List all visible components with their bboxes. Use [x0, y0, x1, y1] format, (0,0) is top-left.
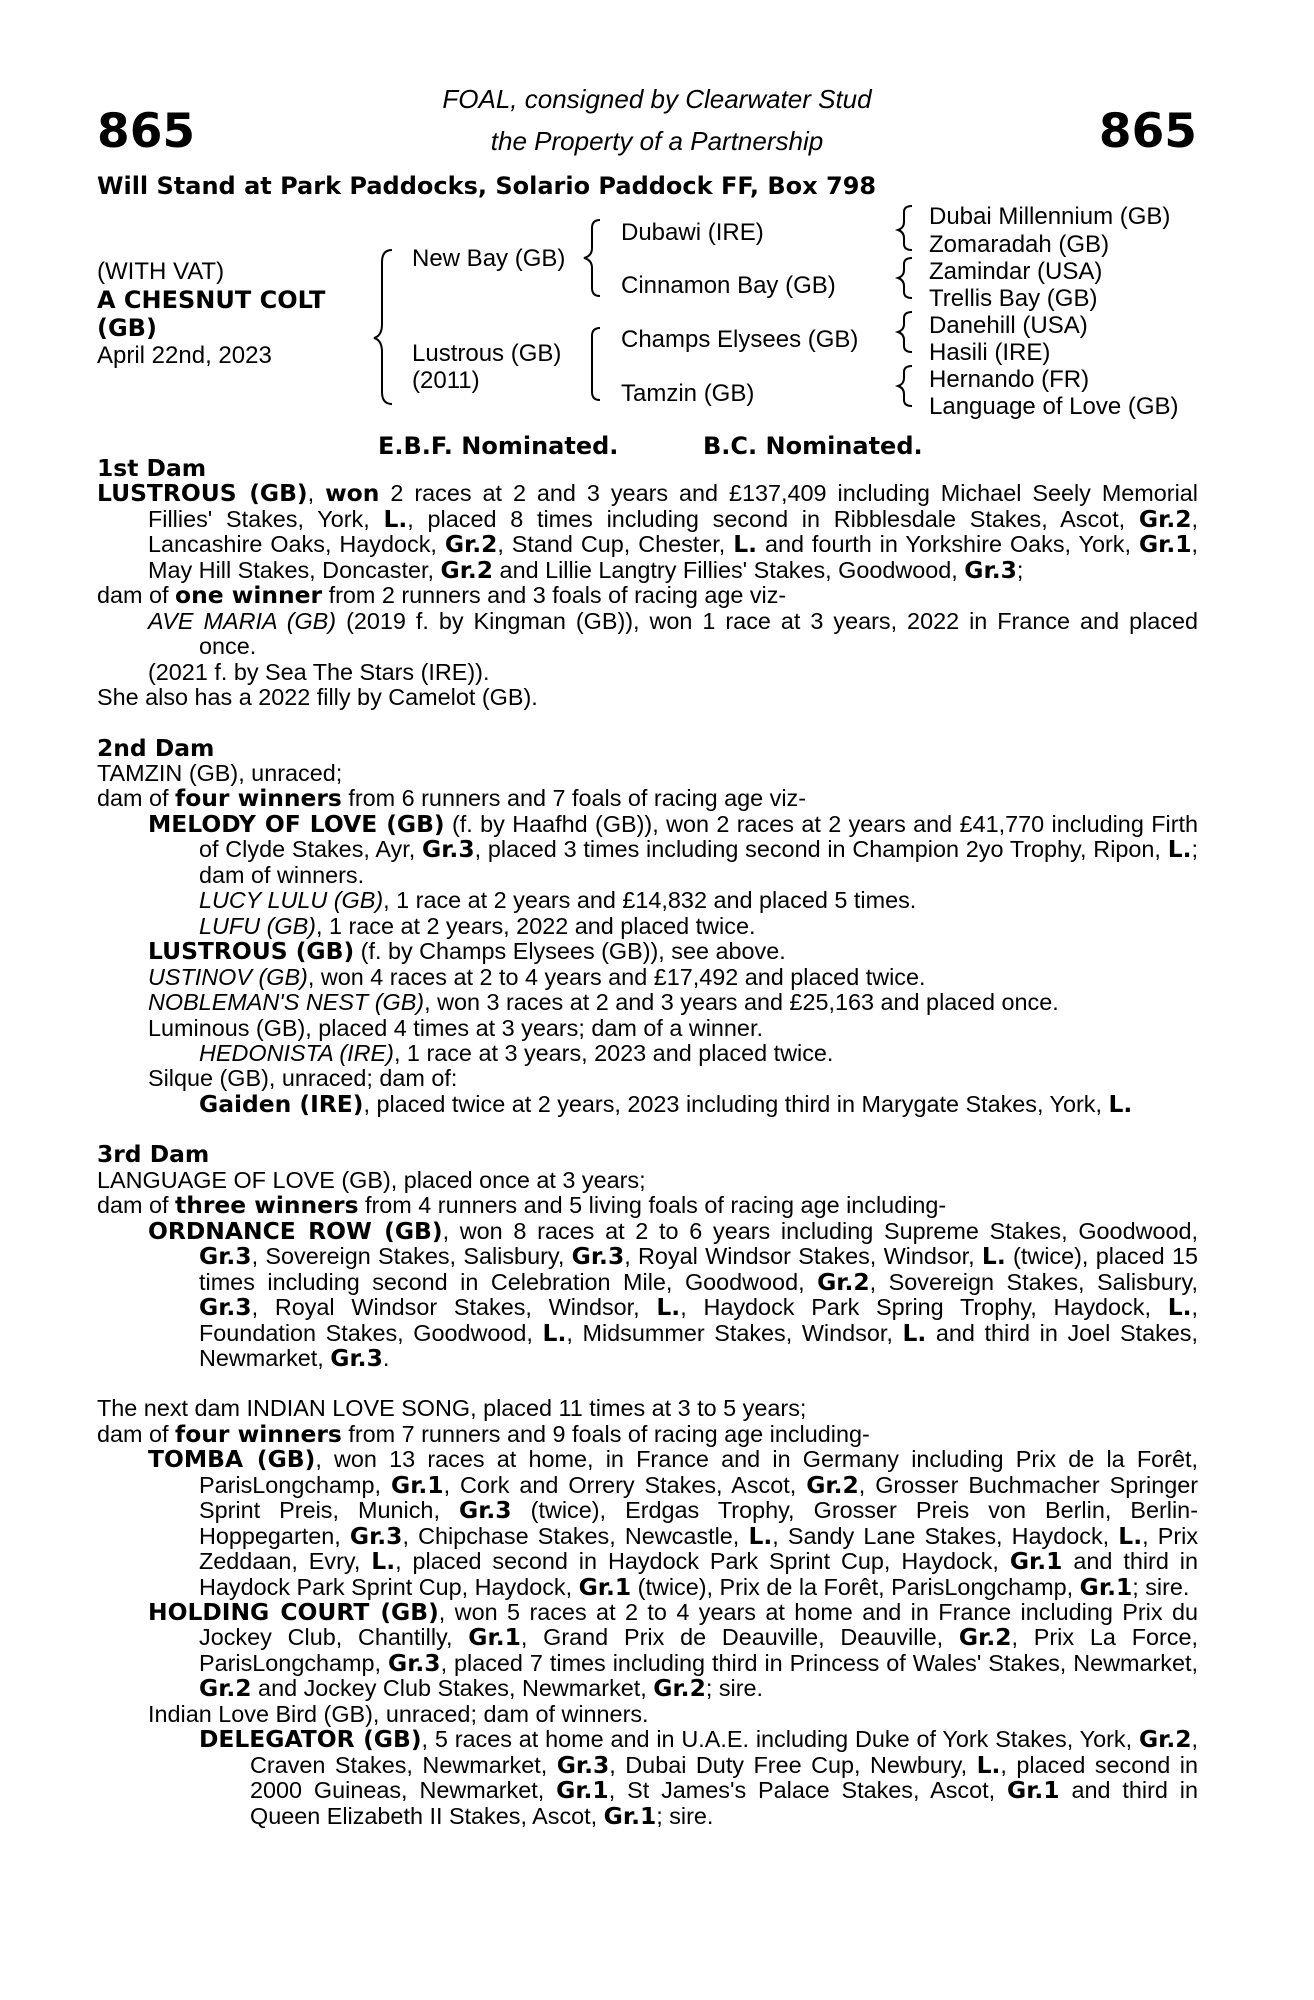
pedigree-g3-8: Language of Love (GB) [929, 393, 1179, 420]
next-dam-line: The next dam INDIAN LOVE SONG, placed 11 times at 3 to 5 years; [97, 1395, 807, 1422]
offspring-ordnance-row: ORDNANCE ROW (GB), won 8 races at 2 to 6 years including Supreme Stakes, Goodwood, Gr.3, Sovereign Stakes, Salisbury, Gr.3, Royal Windsor Stakes, Windsor, L. (twice), placed 15 times including second in Celebration Mile, Goodwood, Gr.2, Sovereign Stakes, Salisbury, Gr.3, Royal Windsor Stakes, Windsor, L., Haydock Park Spring Trophy, Haydock, L., Foundation Stakes, Goodwood, L., Midsummer Stakes, Windsor, L. and third in Joel Stakes, Newmarket, Gr.3. [148, 1216, 1199, 1372]
stand-location: Will Stand at Park Paddocks, Solario Paddock FF, Box 798 [97, 172, 877, 200]
pedigree-dam-year: (2011) [412, 367, 480, 394]
pedigree-g3-2: Zomaradah (GB) [929, 231, 1110, 258]
foaling-date: April 22nd, 2023 [97, 342, 272, 369]
pedigree-dam-dam: Tamzin (GB) [621, 380, 755, 407]
offspring-silque: Silque (GB), unraced; dam of: [148, 1065, 458, 1092]
subject-title: A CHESNUT COLT [97, 286, 326, 314]
ebf-nominated: E.B.F. Nominated. [378, 432, 619, 460]
horse-name: LUSTROUS (GB) [97, 479, 308, 508]
second-dam-heading: 2nd Dam [97, 733, 215, 762]
first-dam-produce-summary: dam of one winner from 2 runners and 3 foals of racing age viz- [97, 581, 787, 610]
bracket-g3-2 [898, 258, 912, 298]
subject-block [97, 258, 325, 370]
bracket-gen2-dam [592, 328, 600, 400]
catalogue-body [97, 456, 1198, 1829]
pedigree-g3-7: Hernando (FR) [929, 366, 1090, 393]
offspring-indian-love-bird: Indian Love Bird (GB), unraced; dam of winners. [148, 1700, 649, 1727]
first-dam-also: She also has a 2022 filly by Camelot (GB). [97, 684, 538, 711]
offspring-holding-court: HOLDING COURT (GB), won 5 races at 2 to 4 years at home and in France including Prix du Jockey Club, Chantilly, Gr.1, Grand Prix de Deauville, Deauville, Gr.2, Prix La Force, ParisLongchamp, Gr.3, placed 7 times including third in Princess of Wales' Stakes, Newmarket, Gr.2 and Jockey Club Stakes, Newmarket, Gr.2; sire. [148, 1598, 1199, 1703]
third-dam-produce-summary: dam of three winners from 4 runners and 5 living foals of racing age including- [97, 1191, 947, 1220]
second-dam-name: TAMZIN (GB), unraced; [97, 759, 343, 786]
offspring-ustinov: USTINOV (GB), won 4 races at 2 to 4 years and £17,492 and placed twice. [148, 963, 926, 990]
offspring-melody-of-love: MELODY OF LOVE (GB) (f. by Haafhd (GB)), won 2 races at 2 years and £41,770 including Firth of Clyde Stakes, Ayr, Gr.3, placed 3 times including second in Champion 2yo Trophy, Ripon, L.; dam of winners. [148, 809, 1198, 888]
bracket-g3-3 [898, 312, 912, 352]
bracket-gen2-sire [584, 220, 600, 296]
pedigree-g3-6: Hasili (IRE) [929, 339, 1051, 366]
offspring-gaiden: Gaiden (IRE), placed twice at 2 years, 2023 including third in Marygate Stakes, York, L. [199, 1089, 1133, 1118]
property-line: the Property of a Partnership [490, 126, 824, 156]
bc-nominated: B.C. Nominated. [703, 432, 923, 460]
pedigree-sire-dam: Cinnamon Bay (GB) [621, 272, 836, 299]
bracket-g3-4 [898, 366, 912, 406]
bracket-gen1 [374, 250, 392, 404]
offspring-noblemans-nest: NOBLEMAN'S NEST (GB), won 3 races at 2 and 3 years and £25,163 and placed once. [148, 989, 1059, 1016]
offspring-delegator: DELEGATOR (GB), 5 races at home and in U.A.E. including Duke of York Stakes, York, Gr.2, Craven Stakes, Newmarket, Gr.3, Dubai Duty Free Cup, Newbury, L., placed second in 2000 Guineas, Newmarket, Gr.1, St James's Palace Stakes, Ascot, Gr.1 and third in Queen Elizabeth II Stakes, Ascot, Gr.1; sire. [199, 1725, 1198, 1830]
offspring-2021-filly: (2021 f. by Sea The Stars (IRE)). [148, 658, 490, 685]
offspring-lucy-lulu: LUCY LULU (GB), 1 race at 2 years and £14,832 and placed 5 times. [199, 887, 917, 914]
offspring-lufu: LUFU (GB), 1 race at 2 years, 2022 and placed twice. [199, 912, 756, 939]
subject-title-origin: (GB) [97, 314, 157, 342]
offspring-ave-maria: AVE MARIA (GB) (2019 f. by Kingman (GB)), won 1 race at 3 years, 2022 in France and placed once. [148, 607, 1198, 660]
third-dam-heading: 3rd Dam [97, 1140, 210, 1169]
lot-number-right: 865 [1098, 104, 1197, 159]
consignor-line: FOAL, consigned by Clearwater Stud [442, 84, 872, 114]
next-dam-produce-summary: dam of four winners from 7 runners and 9 foals of racing age including- [97, 1419, 870, 1448]
pedigree-dam-sire: Champs Elysees (GB) [621, 326, 859, 353]
pedigree-g3-1: Dubai Millennium (GB) [929, 203, 1171, 230]
pedigree-g3-3: Zamindar (USA) [929, 258, 1103, 285]
offspring-luminous: Luminous (GB), placed 4 times at 3 years; dam of a winner. [148, 1014, 763, 1041]
offspring-hedonista: HEDONISTA (IRE), 1 race at 3 years, 2023 and placed twice. [199, 1039, 834, 1066]
bracket-g3-1 [898, 206, 912, 250]
vat-note: (WITH VAT) [97, 258, 225, 285]
pedigree-dam: Lustrous (GB) [412, 340, 562, 367]
first-dam-heading: 1st Dam [97, 454, 207, 482]
second-dam-produce-summary: dam of four winners from 6 runners and 7 foals of racing age viz- [97, 784, 807, 813]
pedigree-g3-4: Trellis Bay (GB) [929, 285, 1098, 312]
third-dam-name: LANGUAGE OF LOVE (GB), placed once at 3 years; [97, 1166, 646, 1193]
lot-number-left: 865 [97, 104, 196, 159]
first-dam-record: LUSTROUS (GB), won 2 races at 2 and 3 years and £137,409 including Michael Seely Memorial Fillies' Stakes, York, L., placed 8 times including second in Ribblesdale Stakes, Ascot, Gr.2, Lancashire Oaks, Haydock, Gr.2, Stand Cup, Chester, L. and fourth in Yorkshire Oaks, York, Gr.1, May Hill Stakes, Doncaster, Gr.2 and Lillie Langtry Fillies' Stakes, Goodwood, Gr.3; [97, 479, 1198, 584]
pedigree-g3-5: Danehill (USA) [929, 312, 1088, 339]
pedigree-sire-sire: Dubawi (IRE) [621, 219, 764, 246]
offspring-tomba: TOMBA (GB), won 13 races at home, in France and in Germany including Prix de la Forêt, ParisLongchamp, Gr.1, Cork and Orrery Stakes, Ascot, Gr.2, Grosser Buchmacher Springer Sprint Preis, Munich, Gr.3 (twice), Erdgas Trophy, Grosser Preis von Berlin, Berlin-Hoppegarten, Gr.3, Chipchase Stakes, Newcastle, L., Sandy Lane Stakes, Haydock, L., Prix Zeddaan, Evry, L., placed second in Haydock Park Sprint Cup, Haydock, Gr.1 and third in Haydock Park Sprint Cup, Haydock, Gr.1 (twice), Prix de la Forêt, ParisLongchamp, Gr.1; sire. [148, 1445, 1199, 1601]
offspring-lustrous: LUSTROUS (GB) (f. by Champs Elysees (GB)), see above. [148, 937, 786, 966]
pedigree-sire: New Bay (GB) [412, 245, 566, 272]
